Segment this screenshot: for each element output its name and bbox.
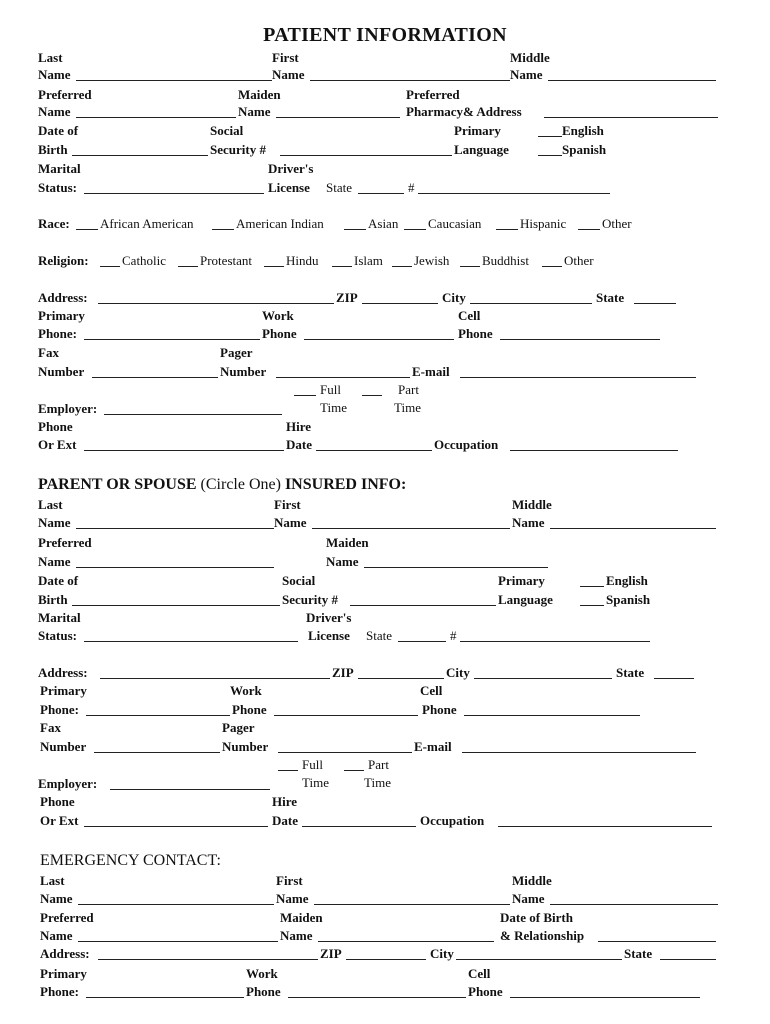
label-name: Name [326, 554, 359, 569]
label-date-of: Date of [38, 573, 79, 588]
label-cell-phone: Phone [422, 702, 457, 717]
label-date: Date [272, 813, 298, 828]
label-name: Name [38, 104, 71, 119]
label-name: Name [274, 515, 307, 530]
ssn-field[interactable] [280, 155, 452, 156]
race-checkbox[interactable] [496, 229, 518, 230]
race-checkbox[interactable] [212, 229, 234, 230]
parent-license-state-field[interactable] [398, 641, 446, 642]
parent-city-field[interactable] [474, 678, 612, 679]
parent-license-number-field[interactable] [460, 641, 650, 642]
employer-phone-field[interactable] [84, 450, 284, 451]
label-name: Name [512, 515, 545, 530]
label-english: English [606, 573, 648, 588]
label-fax: Fax [40, 720, 61, 735]
parent-spanish-checkbox[interactable] [580, 605, 604, 606]
label-name: Name [272, 67, 305, 82]
label-birth: Birth [38, 142, 68, 157]
spanish-checkbox[interactable] [538, 155, 562, 156]
english-checkbox[interactable] [538, 136, 562, 137]
license-number-field[interactable] [418, 193, 610, 194]
label-primary: Primary [498, 573, 545, 588]
label-state: State [624, 946, 653, 961]
marital-status-field[interactable] [84, 193, 264, 194]
race-checkbox[interactable] [76, 229, 98, 230]
preferred-name-field[interactable] [76, 117, 236, 118]
label-date-of: Date of [38, 123, 79, 138]
label-middle: Middle [512, 873, 552, 888]
parent-full-time-checkbox[interactable] [278, 770, 298, 771]
label-or-ext: Or Ext [38, 437, 77, 452]
label-drivers: Driver's [306, 610, 352, 625]
parent-heading-circle: (Circle One) [200, 476, 281, 493]
parent-preferred-name-field[interactable] [76, 567, 274, 568]
label-phone-or: Phone [40, 794, 75, 809]
label-name: Name [280, 928, 313, 943]
label-work-phone: Phone [262, 326, 297, 341]
label-email: E-mail [414, 739, 452, 754]
race-option: African American [100, 216, 194, 231]
full-time-checkbox[interactable] [294, 395, 316, 396]
label-name: Name [38, 67, 71, 82]
label-state-word: State [366, 628, 392, 643]
label-occupation: Occupation [434, 437, 499, 452]
label-state: State [616, 665, 645, 680]
race-checkbox[interactable] [344, 229, 366, 230]
label-social: Social [210, 123, 244, 138]
label-marital: Marital [38, 610, 81, 625]
label-primary: Primary [454, 123, 501, 138]
religion-option: Protestant [200, 253, 252, 268]
pharmacy-address-field[interactable] [544, 117, 718, 118]
maiden-name-field[interactable] [276, 117, 400, 118]
label-hash: # [450, 628, 457, 643]
emergency-address-field[interactable] [98, 959, 318, 960]
race-checkbox[interactable] [404, 229, 426, 230]
emergency-primary-phone-field[interactable] [86, 997, 244, 998]
label-time: Time [302, 775, 329, 790]
occupation-field[interactable] [510, 450, 678, 451]
label-spanish: Spanish [562, 142, 607, 157]
label-name: Name [38, 515, 71, 530]
religion-checkbox[interactable] [178, 266, 198, 267]
religion-option: Buddhist [482, 253, 529, 268]
emergency-state-field[interactable] [660, 959, 716, 960]
label-middle: Middle [510, 50, 550, 65]
parent-work-phone-field[interactable] [274, 715, 418, 716]
label-time: Time [364, 775, 391, 790]
label-city: City [442, 290, 466, 305]
hire-date-field[interactable] [316, 450, 432, 451]
label-first: First [272, 50, 299, 65]
label-address: Address: [38, 665, 88, 680]
label-name: Name [40, 928, 73, 943]
label-email: E-mail [412, 364, 450, 379]
label-name: Name [38, 554, 71, 569]
race-option: Caucasian [428, 216, 482, 231]
religion-option: Jewish [414, 253, 450, 268]
label-maiden: Maiden [238, 87, 281, 102]
emergency-dob-relationship-field[interactable] [598, 941, 716, 942]
zip-field[interactable] [362, 303, 438, 304]
label-address: Address: [40, 946, 90, 961]
race-option: American Indian [236, 216, 324, 231]
parent-address-field[interactable] [100, 678, 330, 679]
parent-state-field[interactable] [654, 678, 694, 679]
emergency-maiden-field[interactable] [318, 941, 494, 942]
label-name: Name [512, 891, 545, 906]
race-option: Asian [368, 216, 399, 231]
pager-number-field[interactable] [276, 377, 410, 378]
label-spanish: Spanish [606, 592, 651, 607]
label-full: Full [320, 382, 341, 397]
label-license: License [308, 628, 350, 643]
religion-checkbox[interactable] [264, 266, 284, 267]
emergency-last-name-field[interactable] [78, 904, 274, 905]
emergency-zip-field[interactable] [346, 959, 426, 960]
label-work: Work [262, 308, 294, 323]
religion-checkbox[interactable] [392, 266, 412, 267]
part-time-checkbox[interactable] [362, 395, 382, 396]
label-pager-number: Number [220, 364, 267, 379]
label-marital: Marital [38, 161, 81, 176]
label-cell-phone: Phone [458, 326, 493, 341]
label-status: Status: [38, 628, 78, 643]
label-preferred: Preferred [38, 535, 92, 550]
parent-email-field[interactable] [462, 752, 696, 753]
label-pharmacy-preferred: Preferred [406, 87, 460, 102]
label-social: Social [282, 573, 316, 588]
label-dob: Date of Birth [500, 910, 573, 925]
parent-part-time-checkbox[interactable] [344, 770, 364, 771]
label-zip: ZIP [320, 946, 342, 961]
label-occupation: Occupation [420, 813, 485, 828]
label-phone: Phone: [40, 702, 79, 717]
emergency-work-phone-field[interactable] [288, 997, 466, 998]
page-title: PATIENT INFORMATION [263, 24, 507, 46]
label-english: English [562, 123, 604, 138]
religion-option: Catholic [122, 253, 167, 268]
label-work-phone: Phone [246, 984, 281, 999]
license-state-field[interactable] [358, 193, 404, 194]
emergency-first-name-field[interactable] [314, 904, 510, 905]
label-address: Address: [38, 290, 88, 305]
label-number: Number [40, 739, 87, 754]
label-license: License [268, 180, 310, 195]
birth-date-field[interactable] [72, 155, 208, 156]
label-name: Name [238, 104, 271, 119]
label-city: City [430, 946, 454, 961]
label-state: State [596, 290, 625, 305]
label-relationship: & Relationship [500, 928, 585, 943]
religion-option: Islam [354, 253, 383, 268]
label-primary: Primary [40, 683, 87, 698]
label-drivers: Driver's [268, 161, 314, 176]
label-cell: Cell [458, 308, 481, 323]
label-number: Number [38, 364, 85, 379]
label-fax: Fax [38, 345, 59, 360]
label-name: Name [276, 891, 309, 906]
label-birth: Birth [38, 592, 68, 607]
religion-option: Hindu [286, 253, 319, 268]
race-option: Other [602, 216, 632, 231]
emergency-city-field[interactable] [456, 959, 622, 960]
label-hire: Hire [286, 419, 312, 434]
parent-heading-bold: PARENT OR SPOUSE [38, 476, 197, 493]
religion-checkbox[interactable] [332, 266, 352, 267]
parent-cell-phone-field[interactable] [464, 715, 640, 716]
label-phone-or: Phone [38, 419, 73, 434]
city-field[interactable] [470, 303, 592, 304]
parent-occupation-field[interactable] [498, 826, 712, 827]
work-phone-field[interactable] [304, 339, 454, 340]
label-work: Work [230, 683, 262, 698]
label-full: Full [302, 757, 323, 772]
parent-employer-phone-field[interactable] [84, 826, 268, 827]
label-last: Last [38, 497, 63, 512]
label-name: Name [40, 891, 73, 906]
label-status: Status: [38, 180, 78, 195]
label-phone: Phone: [38, 326, 77, 341]
label-hire: Hire [272, 794, 298, 809]
parent-first-name-field[interactable] [312, 528, 510, 529]
cell-phone-field[interactable] [500, 339, 660, 340]
label-employer: Employer: [38, 401, 98, 416]
parent-ssn-field[interactable] [350, 605, 496, 606]
label-hash: # [408, 180, 415, 195]
label-last: Last [38, 50, 63, 65]
label-pharmacy: Pharmacy& Address [406, 104, 522, 119]
label-time: Time [320, 400, 347, 415]
label-preferred: Preferred [38, 87, 92, 102]
state-field[interactable] [634, 303, 676, 304]
religion-checkbox[interactable] [100, 266, 120, 267]
label-cell-phone: Phone [468, 984, 503, 999]
label-time: Time [394, 400, 421, 415]
label-pager: Pager [220, 345, 253, 360]
label-zip: ZIP [336, 290, 358, 305]
label-first: First [274, 497, 301, 512]
religion-checkbox[interactable] [460, 266, 480, 267]
employer-field[interactable] [104, 414, 282, 415]
middle-name-field[interactable] [548, 80, 716, 81]
label-pager: Pager [222, 720, 255, 735]
emergency-preferred-field[interactable] [78, 941, 278, 942]
race-checkbox[interactable] [578, 229, 600, 230]
parent-primary-phone-field[interactable] [86, 715, 230, 716]
label-city: City [446, 665, 470, 680]
parent-employer-field[interactable] [110, 789, 270, 790]
parent-english-checkbox[interactable] [580, 586, 604, 587]
last-name-field[interactable] [76, 80, 272, 81]
address-field[interactable] [98, 303, 334, 304]
label-work: Work [246, 966, 278, 981]
label-state-word: State [326, 180, 352, 195]
parent-maiden-name-field[interactable] [364, 567, 548, 568]
label-primary: Primary [40, 966, 87, 981]
label-part: Part [398, 382, 419, 397]
label-part: Part [368, 757, 389, 772]
parent-birth-field[interactable] [72, 605, 280, 606]
religion-checkbox[interactable] [542, 266, 562, 267]
parent-section-heading [38, 476, 406, 494]
label-cell: Cell [420, 683, 443, 698]
label-name: Name [510, 67, 543, 82]
label-primary: Primary [38, 308, 85, 323]
parent-pager-field[interactable] [278, 752, 412, 753]
label-first: First [276, 873, 303, 888]
parent-heading-end: INSURED INFO: [284, 476, 407, 493]
first-name-field[interactable] [310, 80, 510, 81]
parent-zip-field[interactable] [358, 678, 444, 679]
parent-fax-field[interactable] [94, 752, 220, 753]
label-last: Last [40, 873, 65, 888]
email-field[interactable] [460, 377, 696, 378]
label-zip: ZIP [332, 665, 354, 680]
label-middle: Middle [512, 497, 552, 512]
parent-hire-date-field[interactable] [302, 826, 416, 827]
label-pager-number: Number [222, 739, 269, 754]
label-or-ext: Or Ext [40, 813, 79, 828]
primary-phone-field[interactable] [84, 339, 260, 340]
label-security: Security # [282, 592, 338, 607]
parent-marital-field[interactable] [84, 641, 298, 642]
parent-middle-name-field[interactable] [550, 528, 716, 529]
label-cell: Cell [468, 966, 491, 981]
label-work-phone: Phone [232, 702, 267, 717]
parent-last-name-field[interactable] [76, 528, 274, 529]
emergency-section-heading: EMERGENCY CONTACT: [40, 852, 221, 869]
race-option: Hispanic [520, 216, 567, 231]
emergency-middle-name-field[interactable] [550, 904, 718, 905]
label-language: Language [498, 592, 553, 607]
label-employer: Employer: [38, 776, 98, 791]
label-race: Race: [38, 216, 70, 231]
religion-option: Other [564, 253, 594, 268]
label-date: Date [286, 437, 312, 452]
label-phone: Phone: [40, 984, 79, 999]
label-maiden: Maiden [280, 910, 323, 925]
label-religion: Religion: [38, 253, 89, 268]
fax-number-field[interactable] [92, 377, 218, 378]
label-maiden: Maiden [326, 535, 369, 550]
label-security: Security # [210, 142, 266, 157]
label-preferred: Preferred [40, 910, 94, 925]
emergency-cell-phone-field[interactable] [510, 997, 700, 998]
label-language: Language [454, 142, 509, 157]
